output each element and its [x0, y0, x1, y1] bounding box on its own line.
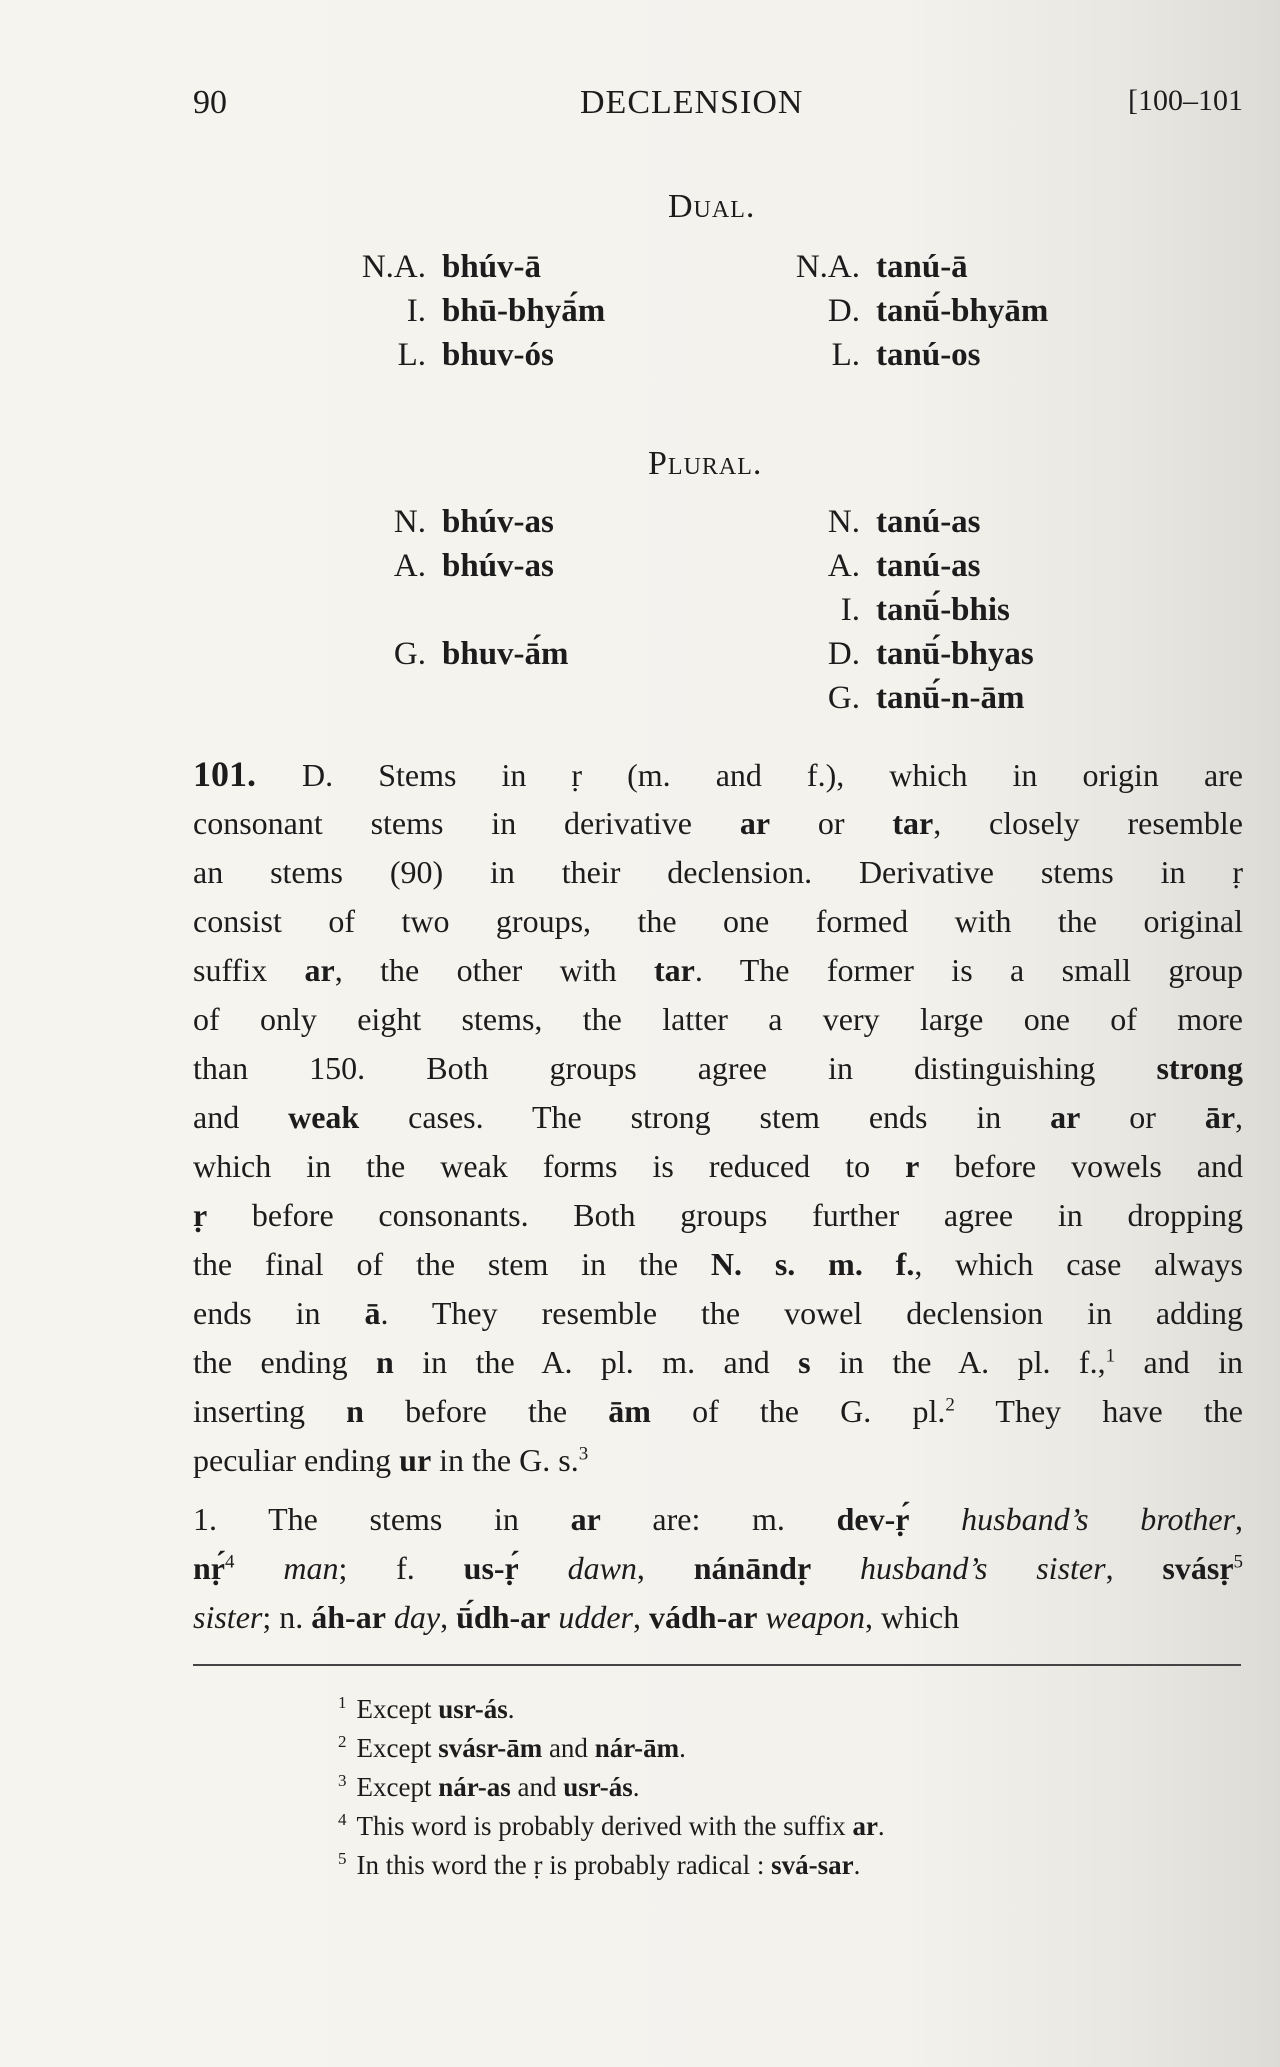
text-run: in the A. pl. f., — [810, 1344, 1106, 1380]
footnote-ref: 4 — [225, 1551, 235, 1573]
italic-gloss: husband’s brother — [961, 1501, 1236, 1537]
text-run: ends in — [193, 1295, 365, 1331]
bold-term: ar — [1050, 1099, 1081, 1135]
dual-heading: Dual. — [668, 188, 756, 225]
bold-term: nṛ́ — [193, 1550, 225, 1586]
bold-term: weak — [288, 1099, 360, 1135]
bold-term: áh-ar — [311, 1599, 386, 1635]
word-form: tanú-as — [876, 548, 981, 584]
running-header — [193, 84, 1243, 134]
text-line — [193, 750, 1243, 799]
word-form: tanú-as — [876, 504, 981, 540]
text-run: or — [770, 805, 893, 841]
bold-term: ur — [399, 1442, 432, 1478]
footnote-number: 1 — [338, 1693, 347, 1712]
text-run: before the — [363, 1393, 609, 1429]
section-101-paragraph — [193, 750, 1243, 1485]
bold-term: r — [905, 1148, 920, 1184]
text-run: ; f. — [338, 1550, 464, 1586]
text-run: Except — [356, 1694, 439, 1724]
text-run: consonant stems in derivative — [193, 805, 740, 841]
bold-term: us-ṛ́ — [463, 1550, 519, 1586]
text-line — [193, 799, 1243, 848]
running-title: DECLENSION — [580, 84, 804, 121]
footnote-ref: 1 — [1105, 1345, 1116, 1367]
case-label: L. — [397, 337, 426, 373]
case-label: I. — [406, 293, 426, 329]
text-run: before vowels and — [919, 1148, 1244, 1184]
case-label: G. — [827, 680, 860, 716]
italic-gloss: dawn — [567, 1550, 637, 1586]
bold-term: ā — [364, 1295, 381, 1331]
text-line — [193, 1191, 1243, 1240]
text-run: the ending — [193, 1344, 377, 1380]
italic-gloss: day — [393, 1599, 441, 1635]
text-run: inserting — [193, 1393, 347, 1429]
text-run: This word is probably derived with the suffix — [356, 1811, 853, 1841]
text-run — [519, 1550, 568, 1586]
text-line — [193, 1240, 1243, 1289]
bold-term: svásṛ — [1162, 1550, 1234, 1586]
footnote-number: 3 — [338, 1771, 347, 1790]
case-label: A. — [827, 548, 860, 584]
footnote-1 — [338, 1690, 885, 1729]
text-run: in the A. pl. m. and — [393, 1344, 799, 1380]
bold-term: tar — [654, 952, 695, 988]
bold-term: ar — [304, 952, 335, 988]
case-label: A. — [393, 548, 426, 584]
text-run: . The former is a small group — [694, 952, 1244, 988]
text-run: before consonants. Both groups further agree in dropping — [207, 1197, 1243, 1233]
text-run: , — [633, 1599, 649, 1635]
text-run: , — [440, 1599, 457, 1635]
text-run: D. Stems in ṛ (m. and f.), which in origin are — [302, 757, 1244, 793]
bold-term: vádh-ar — [649, 1599, 758, 1635]
footnote-3 — [338, 1768, 885, 1807]
footnote-number: 5 — [338, 1849, 347, 1868]
text-line — [193, 1044, 1243, 1093]
text-run: are: m. — [600, 1501, 837, 1537]
footnote-ref: 5 — [1233, 1551, 1244, 1573]
footnote-4 — [338, 1807, 885, 1846]
bold-term: tar — [892, 805, 934, 841]
text-run: which in the weak forms is reduced to — [193, 1148, 906, 1184]
footnote-5 — [338, 1846, 885, 1885]
case-label: N.A. — [795, 249, 860, 285]
case-label: L. — [831, 337, 860, 373]
text-run: or — [1080, 1099, 1205, 1135]
text-line — [193, 1495, 1243, 1544]
text-run: They have the — [954, 1393, 1244, 1429]
bold-term: svá-sar — [771, 1850, 854, 1880]
text-run: , which — [865, 1599, 960, 1635]
word-form: bhuv-ós — [442, 337, 554, 373]
italic-gloss: husband’s sister — [859, 1550, 1106, 1586]
text-line — [193, 1338, 1243, 1387]
text-run: . — [679, 1733, 686, 1763]
word-form: tanū́-bhis — [876, 592, 1010, 628]
text-run — [811, 1550, 860, 1586]
text-run: , the other with — [334, 952, 655, 988]
text-run: suffix — [193, 952, 305, 988]
bold-term: dev-ṛ́ — [836, 1501, 910, 1537]
text-run: . — [877, 1811, 885, 1841]
bold-term: nár-as — [438, 1772, 511, 1802]
footnote-2 — [338, 1729, 885, 1768]
case-label: D. — [827, 293, 860, 329]
word-form: tanú-ā — [876, 249, 968, 285]
bold-term: usr-ás — [438, 1694, 508, 1724]
bold-term: ām — [608, 1393, 651, 1429]
bold-term: nánāndṛ — [693, 1550, 812, 1586]
bold-term: ar — [852, 1811, 878, 1841]
text-line — [193, 1142, 1243, 1191]
text-run: , — [636, 1550, 694, 1586]
text-run: In this word the ṛ is probably radical : — [356, 1850, 772, 1880]
bold-term: usr-ás — [563, 1772, 633, 1802]
text-run: , — [1235, 1501, 1244, 1537]
text-run — [386, 1599, 394, 1635]
text-run: . They resemble the vowel declension in adding — [380, 1295, 1244, 1331]
text-line — [193, 848, 1243, 897]
text-run: Except — [356, 1772, 439, 1802]
footnote-number: 2 — [338, 1732, 347, 1751]
bold-term: ar — [570, 1501, 601, 1537]
text-run: Except — [356, 1733, 439, 1763]
case-label: N. — [827, 504, 860, 540]
word-form: bhuv-ā́m — [442, 636, 569, 672]
text-line — [193, 1289, 1243, 1338]
footnote-ref: 2 — [945, 1394, 955, 1416]
text-run: cases. The strong stem ends in — [359, 1099, 1051, 1135]
case-label: G. — [393, 636, 426, 672]
italic-gloss: man — [283, 1550, 339, 1586]
text-run: , closely resemble — [933, 805, 1244, 841]
text-line — [193, 897, 1243, 946]
word-form: bhúv-as — [442, 504, 554, 540]
bold-term: svásr-ām — [438, 1733, 543, 1763]
text-run: , — [1235, 1099, 1244, 1135]
text-run: and — [193, 1099, 289, 1135]
text-run: ; n. — [262, 1599, 312, 1635]
word-form: tanū́-n-ām — [876, 680, 1025, 716]
text-line — [193, 1387, 1243, 1436]
page-number: 90 — [193, 84, 227, 121]
word-form: tanū́-bhyas — [876, 636, 1034, 672]
bold-term: ṛ — [193, 1197, 208, 1233]
section-reference: [100–101 — [1128, 84, 1243, 117]
text-run: an stems (90) in their declension. Derivative stems in ṛ — [193, 854, 1243, 890]
case-label: D. — [827, 636, 860, 672]
bold-term: ar — [739, 805, 771, 841]
text-run: of only eight stems, the latter a very large one of more — [193, 1001, 1243, 1037]
text-run: than 150. Both groups agree in distinguishing — [193, 1050, 1157, 1086]
text-run: of the G. pl. — [650, 1393, 946, 1429]
text-line — [193, 1544, 1243, 1593]
word-form: bhū-bhyā́m — [442, 293, 606, 329]
footnote-number: 4 — [338, 1810, 347, 1829]
text-run — [909, 1501, 961, 1537]
bold-term: N. s. m. f. — [710, 1246, 915, 1282]
plural-heading: Plural. — [648, 445, 763, 482]
bold-term: nár-ām — [594, 1733, 680, 1763]
word-form: bhúv-as — [442, 548, 554, 584]
text-run: 1. The stems in — [193, 1501, 571, 1537]
italic-gloss: sister — [193, 1599, 263, 1635]
text-line — [193, 1436, 1243, 1485]
bold-term: ū́dh-ar — [456, 1599, 551, 1635]
text-line — [193, 1093, 1243, 1142]
text-run: and — [510, 1772, 564, 1802]
text-run: in the G. s. — [431, 1442, 579, 1478]
text-run: consist of two groups, the one formed with the original — [193, 903, 1243, 939]
footnote-divider — [193, 1664, 1241, 1666]
text-run — [235, 1550, 284, 1586]
subsection-1-paragraph — [193, 1495, 1243, 1642]
text-run: . — [507, 1694, 515, 1724]
bold-term: s — [798, 1344, 811, 1380]
text-line — [193, 995, 1243, 1044]
italic-gloss: weapon — [765, 1599, 865, 1635]
section-number: 101. — [193, 754, 303, 794]
case-label: I. — [840, 592, 860, 628]
text-run: and — [542, 1733, 595, 1763]
word-form: tanú-os — [876, 337, 981, 373]
word-form: bhúv-ā — [442, 249, 542, 285]
text-run: . — [632, 1772, 640, 1802]
text-line — [193, 1593, 1243, 1642]
text-run: , which case always — [914, 1246, 1244, 1282]
text-run: , — [1105, 1550, 1163, 1586]
bold-term: n — [346, 1393, 364, 1429]
footnote-ref: 3 — [578, 1443, 589, 1465]
text-run: . — [853, 1850, 861, 1880]
bold-term: ār — [1204, 1099, 1236, 1135]
bold-term: strong — [1156, 1050, 1243, 1086]
italic-gloss: udder — [558, 1599, 633, 1635]
text-run: the final of the stem in the — [193, 1246, 711, 1282]
case-label: N. — [393, 504, 426, 540]
bold-term: n — [376, 1344, 394, 1380]
text-run: peculiar ending — [193, 1442, 400, 1478]
footnotes — [338, 1690, 885, 1885]
word-form: tanū́-bhyām — [876, 293, 1049, 329]
case-label: N.A. — [361, 249, 426, 285]
text-line — [193, 946, 1243, 995]
text-run: and in — [1115, 1344, 1244, 1380]
